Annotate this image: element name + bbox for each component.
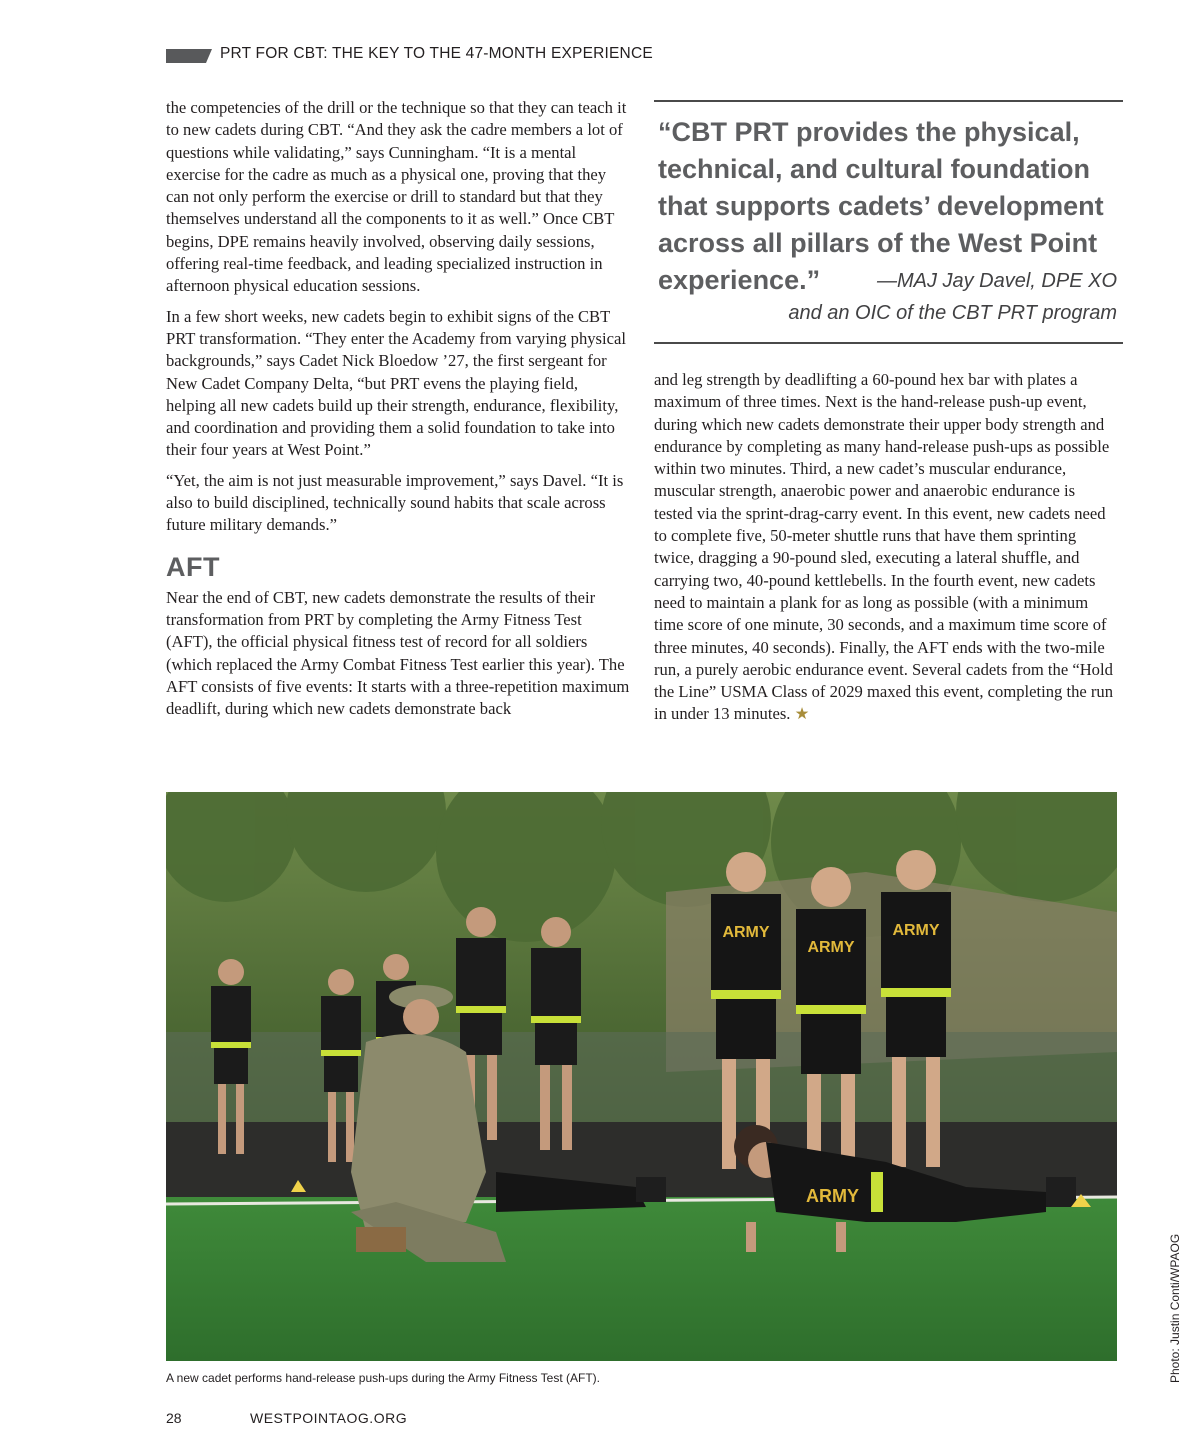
body-paragraph: “Yet, the aim is not just measurable improvement,” says Davel. “It is also to build disciplined, technically sound habits that scale across future military demands.” [166,470,624,535]
fence [166,1032,1117,1122]
pull-quote [654,100,1123,345]
section-heading: AFT [166,551,220,582]
pull-quote-attribution: —MAJ Jay Davel, DPE XO [876,270,1117,292]
pull-quote-attribution-title: and an OIC of the CBT PRT program [788,302,1117,324]
body-paragraph [654,369,1116,726]
left-column [166,97,630,728]
page-number: 28 [166,1410,182,1426]
shirt-text: ARMY [722,924,770,941]
body-paragraph-text: and leg strength by deadlifting a 60-pound hex bar with plates a maximum of three times. Next is the hand-release push-up event, during which new cadets demonstrate their upper body strength and endurance by completing as many hand-release push-ups as possible within two minutes. Third, a new cadet’s muscular endurance, muscular strength, anaerobic power and anaerobic endurance is tested via the sprint-drag-carry event. In this event, new cadets need to complete five, 50-meter shuttle runs that have them sprinting twice, dragging a 90-pound sled, executing a lateral shuffle, and carrying two, 40-pound kettlebells. In the fourth event, new cadets need to maintain a plank for as long as possible (with a minimum time score of one minute, 30 seconds, and a maximum time score of three minutes, 40 seconds). Finally, the AFT ends with the two-mile run, a purely aerobic endurance event. Several cadets from the “Hold the Line” USMA Class of 2029 maxed this event, completing the run in under 13 minutes. [654,370,1114,724]
photo-illustration [166,792,1117,1361]
pull-quote-text: “CBT PRT provides the physical, technical, and cultural foundation that supports cadets’ development across all pillars of the West Point experience.” [658,117,1104,295]
body-paragraph: Near the end of CBT, new cadets demonstrate the results of their transformation from PRT by completing the Army Fitness Test (AFT), the official physical fitness test of record for all soldiers (which replaced the Army Combat Fitness Test earlier this year). The AFT consists of five events: It starts with a three-repetition maximum deadlift, during which new cadets demonstrate back [166,587,630,719]
body-paragraph: In a few short weeks, new cadets begin to exhibit signs of the CBT PRT transformation. “They enter the Academy from varying physical backgrounds,” says Cadet Nick Bloedow ’27, the first sergeant for New Cadet Company Delta, “but PRT evens the playing field, helping all new cadets build up their strength, endurance, flexibility, and coordination and providing them a solid foundation to take into their four years at West Point.” [166,306,626,460]
shirt-text: ARMY [806,1186,859,1206]
running-header: PRT FOR CBT: THE KEY TO THE 47-MONTH EXPERIENCE [220,45,653,62]
article-photo [166,792,1117,1361]
turf-field [166,1197,1117,1361]
shirt-text: ARMY [807,939,855,956]
footer-website-link[interactable]: WESTPOINTAOG.ORG [250,1410,408,1426]
photo-caption: A new cadet performs hand-release push-ups during the Army Fitness Test (AFT). [166,1371,600,1385]
shirt-text: ARMY [892,922,940,939]
body-paragraph: the competencies of the drill or the technique so that they can teach it to new cadets during CBT. “And they ask the cadre members a lot of questions while validating,” says Cunningham. “It is a mental exercise for the cadre as much as a physical one, proving that they can not only perform the exercise or drill to standard but that they themselves understand all the components to it as well.” Once CBT begins, DPE remains heavily involved, observing daily sessions, offering real-time feedback, and leading specialized instruction in afternoon physical education sessions. [166,98,627,296]
quote-rule-top [654,100,1123,102]
header-bar-decoration [166,49,212,63]
right-column [654,369,1116,734]
photo-credit: Photo: Justin Conti/WPAOG [1168,1233,1182,1383]
end-star-icon: ★ [794,704,810,724]
quote-rule-bottom [654,342,1123,344]
